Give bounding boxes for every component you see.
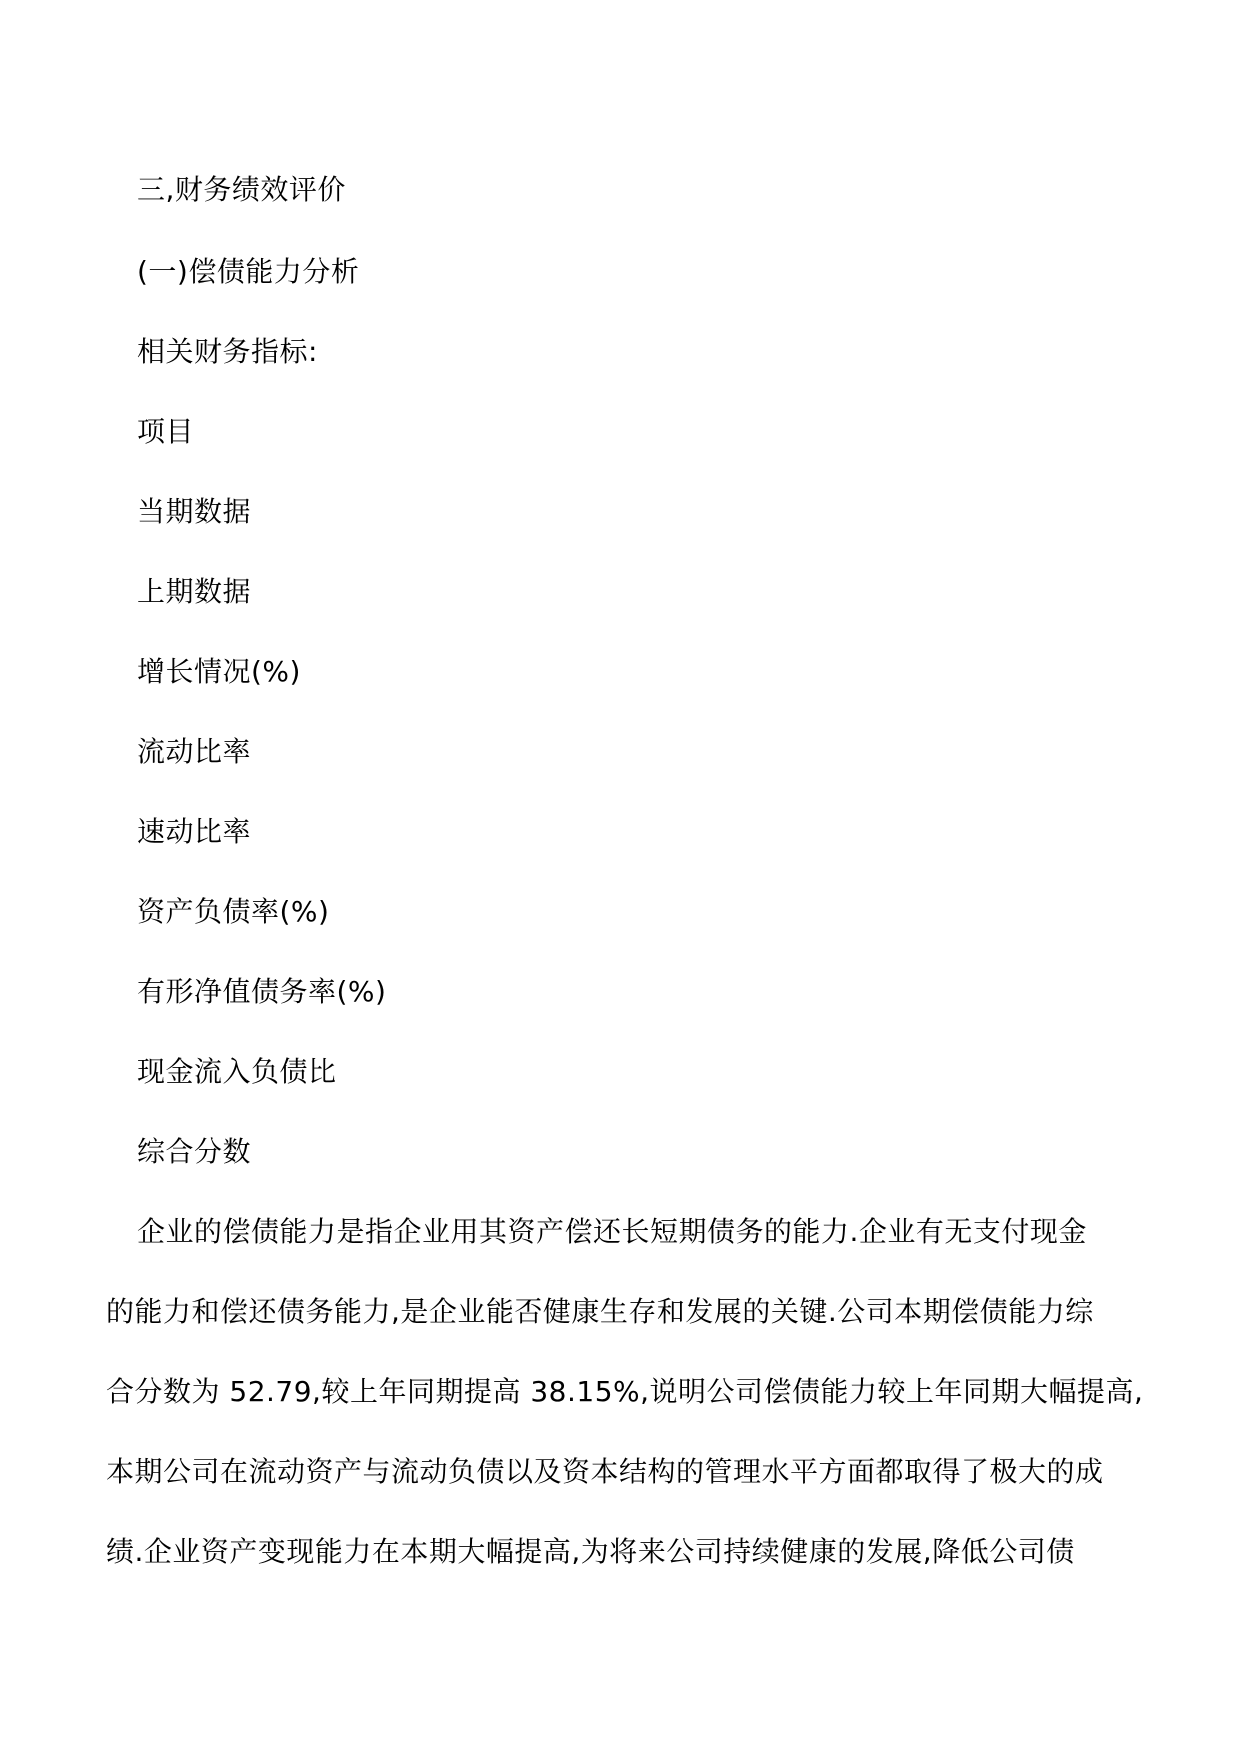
table-row-label: 有形净值债务率(%): [137, 975, 387, 1008]
body-line: 的能力和偿还债务能力,是企业能否健康生存和发展的关键.公司本期偿债能力综: [106, 1295, 1094, 1328]
table-header-item: 项目: [137, 415, 195, 448]
table-header-current: 当期数据: [137, 495, 252, 528]
body-line-text: 企业的偿债能力是指企业用其资产偿还长短期债务的能力.企业有无支付现金: [137, 1215, 1087, 1248]
table-header-growth: 增长情况(%): [137, 655, 301, 688]
table-row-label: 速动比率: [137, 815, 252, 848]
table-row-label: 流动比率: [137, 735, 252, 768]
section-heading: 三,财务绩效评价: [137, 173, 346, 206]
body-line: [106, 1214, 1142, 1250]
body-line: 合分数为 52.79,较上年同期提高 38.15%,说明公司偿债能力较上年同期大幅提高,: [106, 1375, 1144, 1408]
body-line: 绩.企业资产变现能力在本期大幅提高,为将来公司持续健康的发展,降低公司债: [106, 1535, 1075, 1568]
table-row-label: 资产负债率(%): [137, 895, 330, 928]
body-line: 本期公司在流动资产与流动负债以及资本结构的管理水平方面都取得了极大的成: [106, 1455, 1104, 1488]
subsection-heading: (一)偿债能力分析: [137, 255, 360, 288]
table-row-label: 综合分数: [137, 1135, 252, 1168]
table-intro: 相关财务指标:: [137, 335, 318, 368]
table-header-previous: 上期数据: [137, 575, 252, 608]
table-row-label: 现金流入负债比: [137, 1055, 337, 1088]
